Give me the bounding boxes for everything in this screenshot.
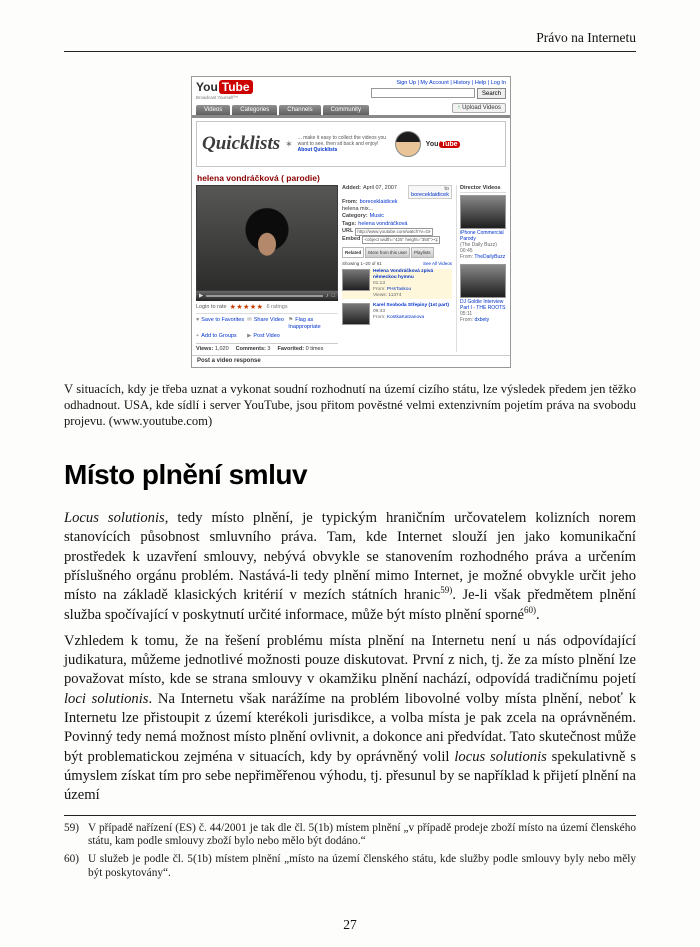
subscribe-widget[interactable] [408,185,452,199]
film-icon: ▶ [247,333,252,339]
about-quicklists-link[interactable]: About Quicklists [297,147,338,153]
from-label: From: [373,287,386,293]
quicklists-youtube-logo [426,141,460,148]
quicklists-blurb [298,135,390,153]
director-video-title[interactable]: iPhone Commercial Parody [460,230,504,242]
related-video-duration: 01:13 [373,281,386,287]
tab-videos[interactable]: Videos [196,105,230,115]
from-label: From: [342,199,358,205]
related-video-info [373,303,449,325]
running-header [64,30,636,52]
post-video-response-link[interactable]: Post a video response [192,355,510,367]
youtube-logo[interactable] [196,80,253,100]
category-row [342,213,452,220]
footnote-60 [64,853,636,881]
metadata-column [342,185,452,352]
body-paragraph [64,632,636,806]
subscribe-to-label: to [444,186,449,192]
page-number: 27 [343,917,357,932]
director-video-item[interactable] [460,195,506,260]
footnote-text: U služeb je podle čl. 5(1b) místem plnění „místo na území členského státu, kde služby podle smlouvy byly nebo měly být poskytovány“. [88,853,636,880]
embed-input[interactable] [362,236,440,244]
url-input[interactable] [355,228,433,236]
upload-arrow-icon: ↑ [457,105,461,111]
embed-label: Embed [342,235,361,242]
footnote-marker: 59) [64,821,80,834]
post-video-button[interactable] [247,333,288,340]
post-video-label: Post Video [253,333,280,339]
video-thumbnail[interactable] [460,264,506,298]
director-videos-column [456,185,506,352]
player-controls [196,291,338,301]
latin-term: loci solutionis [64,690,149,707]
footnote-text: V případě nařízení (ES) č. 44/2001 je tak dle čl. 5(1b) místem plnění „v případě prodeje zboží místo na území členského státu, kam podle smlouvy zboží bylo nebo mělo být dodáno.“ [88,821,636,848]
logo-you-text: You [196,80,218,94]
video-thumbnail[interactable] [342,269,370,291]
comments-stat [236,346,271,352]
director-video-duration: 00:45 [460,248,473,254]
favorited-stat [277,346,323,352]
star-rating-icons[interactable]: ★★★★★ [229,304,264,311]
video-description: helena mix... [342,206,374,213]
related-video-item[interactable] [342,269,452,299]
quicklists-banner [196,121,506,167]
body-text: . Na Internetu však narážíme na problém libovolné volby místa plnění, neboť k Internetu lze přistoupit z území kterékoli jurisdikce, a volba místa je pak zcela na oprávněném. Povinný tedy nemá možnost místo plnění ovlivnit, a dokonce ani předvídat. Tato skutečnost může být problematickou zejména v situacích, kdy by oprávněný volil [64,690,637,765]
director-uploader-link[interactable]: TheDailyBuzz [474,254,506,260]
rating-row [196,301,338,313]
related-tabs [342,247,452,258]
plus-icon: + [196,333,200,339]
player-column [196,185,338,352]
body-text: spekulativně s úmyslem získat tím pro sebe nepřiměřenou výhodu, tj. přesunul by se například k přijetí plnění na území [64,748,636,804]
video-player[interactable] [196,185,338,291]
volume-icon[interactable]: ♪ [325,293,329,299]
category-link[interactable]: Music [369,213,385,220]
upload-videos-button[interactable] [452,103,506,113]
comments-label: Comments: [235,345,266,352]
tags-links[interactable]: helena vondráčková [358,220,408,227]
footnote-marker: 60) [64,853,80,866]
from-label: From: [460,254,474,260]
related-video-from [373,315,449,321]
body-text: , tedy místo plnění, je typickým hraničním určovatelem kolizních norem stanovících působnost smluvního práva. Tam, kde Internet slouží jen jako komunikační prostředek k uzavření smlouvy, nebývá obvykle se stanovením rozhodného práva a určením příslušného orgánu problém. Nastává-li tedy plnění mimo Internet, je možné obvykle určit jeho místo na základě klasických kritérií v mezích státních hranic [64,510,636,604]
video-action-buttons [196,313,338,343]
logo-tube-text: Tube [219,80,253,94]
related-uploader-link[interactable]: PHsTaskou [386,287,412,293]
comments-value: 3 [267,345,271,352]
progress-bar[interactable] [206,295,323,297]
body-paragraph [64,509,636,625]
add-to-groups-label: Add to Groups [201,333,237,339]
tags-label: Tags: [342,220,357,227]
tab-more-from-user[interactable]: More from this user [365,247,410,258]
director-uploader-link[interactable]: dxbety [474,317,490,323]
related-uploader-link[interactable]: KostkaKatzanova [386,315,425,321]
play-icon[interactable]: ▶ [199,293,204,299]
flag-inappropriate-label: Flag as Inappropriate [288,317,321,330]
tab-channels[interactable]: Channels [279,105,320,115]
favorited-value: 0 times [305,345,324,352]
from-label: From: [460,317,474,323]
related-video-title[interactable]: Karel Svoboda Střepiny (1st part) [373,303,449,309]
uploader-link[interactable]: boreceklaidicek [359,199,398,205]
url-label: URL [342,227,354,234]
body-text: . [536,606,540,623]
logo-tagline: Broadcast Yourself™ [196,95,239,100]
director-video-duration: 05:11 [460,311,473,317]
see-all-videos-link[interactable]: See All Videos [423,261,452,267]
logo-you-text: You [425,140,439,148]
video-title: helena vondráčková ( parodie) [197,173,320,183]
envelope-icon: ✉ [247,317,252,323]
figure-caption: V situacích, kdy je třeba uznat a vykonat soudní rozhodnutí na území cizího státu, lze výsledek předem jen těžko odhadnout. USA, kde sídlí i server YouTube, jsou přitom pověstné velmi extenzivním pojetím práva na svobodu projevu. (www.youtube.com) [64,381,636,428]
favorited-label: Favorited: [277,345,305,352]
views-label: Views: [196,345,214,352]
video-thumbnail[interactable] [342,303,370,325]
heart-icon: ♥ [196,317,200,323]
footnotes-section [64,815,636,882]
tab-categories[interactable]: Categories [232,105,277,115]
views-value: 11374 [388,293,402,299]
main-nav-tabs [192,101,510,118]
url-row [342,228,452,236]
views-label: Views: [373,293,388,299]
from-label: From: [373,315,386,321]
flag-icon: ⚑ [288,317,294,323]
added-label: Added: [342,185,361,191]
showing-row [342,260,452,267]
embed-row [342,236,452,244]
running-header-text: Právo na Internetu [536,30,636,45]
tab-playlists[interactable]: Playlists [411,247,434,258]
director-videos-header: Director Videos [460,185,506,193]
search-button[interactable]: Search [477,88,506,99]
youtube-masthead [192,77,510,101]
search-bar [371,88,506,99]
related-video-title[interactable]: Helena Vondráčková zpívá německou hymnu [373,269,434,281]
subscribe-to-user: boreceklaidicek [411,192,449,198]
share-video-button[interactable] [247,317,288,330]
tab-related[interactable]: Related [342,247,364,258]
logo-tube-text: Tube [441,140,458,148]
section-heading: Místo plnění smluv [64,459,308,491]
body-text: . Je-li však předmětem plnění služba spočívající v poskytnutí určité informace, může být místo plnění sporné [64,587,636,623]
add-to-groups-button[interactable] [196,333,247,340]
footnote-ref-60: 60) [524,604,537,615]
save-to-favorites-button[interactable] [196,317,247,330]
views-value: 1,020 [214,345,229,352]
added-value: April 07, 2007 [362,185,397,191]
director-video-subtitle: (The Daily Buzz) [460,242,497,248]
category-label: Category: [342,213,368,220]
cartoon-face-icon [395,131,421,157]
star-doodle-icon: ✶ [285,138,293,149]
latin-term: Locus solutionis [64,510,165,527]
video-stats-row [196,343,338,352]
login-to-rate-label[interactable]: Login to rate [196,304,227,310]
body-text: Vzhledem k tomu, že na řešení problému místa plnění na Internetu není u nás odpovídající judikatura, můžeme jednotlivé možnosti pouze diskutovat. První z nich, tj. že za místo plnění lze považovat místo, kde se strana smlouvy v okamžiku plnění nachází, odpovídá tradičnímu pojetí [64,632,636,688]
latin-term: locus solutionis [454,748,547,765]
video-thumbnail[interactable] [460,195,506,229]
related-video-info [373,269,452,299]
save-to-favorites-label: Save to Favorites [201,317,245,323]
ratings-count: 6 ratings [266,304,288,310]
fullscreen-icon[interactable]: □ [331,293,335,299]
quicklists-blurb-text: ... make it easy to collect the videos you want to see, then sit back and enjoy! [297,135,387,147]
tags-row [342,221,452,228]
flag-inappropriate-button[interactable] [288,317,338,330]
search-input[interactable] [371,88,475,98]
youtube-screenshot [191,76,511,368]
related-video-item[interactable] [342,303,452,325]
share-video-label: Share Video [253,317,284,323]
from-row [342,199,452,206]
quicklists-title: Quicklists [202,133,281,154]
youtube-figure [191,76,509,368]
tab-community[interactable]: Community [323,105,369,115]
showing-count: Showing 1–20 of 61 [342,261,382,267]
director-video-from [460,254,506,260]
director-video-from [460,317,506,323]
related-video-duration: 09:43 [373,309,386,315]
added-row [342,185,452,199]
footnote-ref-59: 59) [440,585,453,596]
views-stat [196,346,229,352]
account-area [371,80,506,100]
director-video-title[interactable]: DJ Goldie Interview Part I - THE ROOTS [460,299,506,311]
account-links[interactable]: Sign Up | My Account | History | Help | Log In [396,80,506,86]
related-video-views [373,293,452,299]
video-page-content [192,185,510,352]
upload-videos-label: Upload Videos [462,105,501,111]
footnote-59 [64,822,636,850]
director-video-item[interactable] [460,264,506,323]
